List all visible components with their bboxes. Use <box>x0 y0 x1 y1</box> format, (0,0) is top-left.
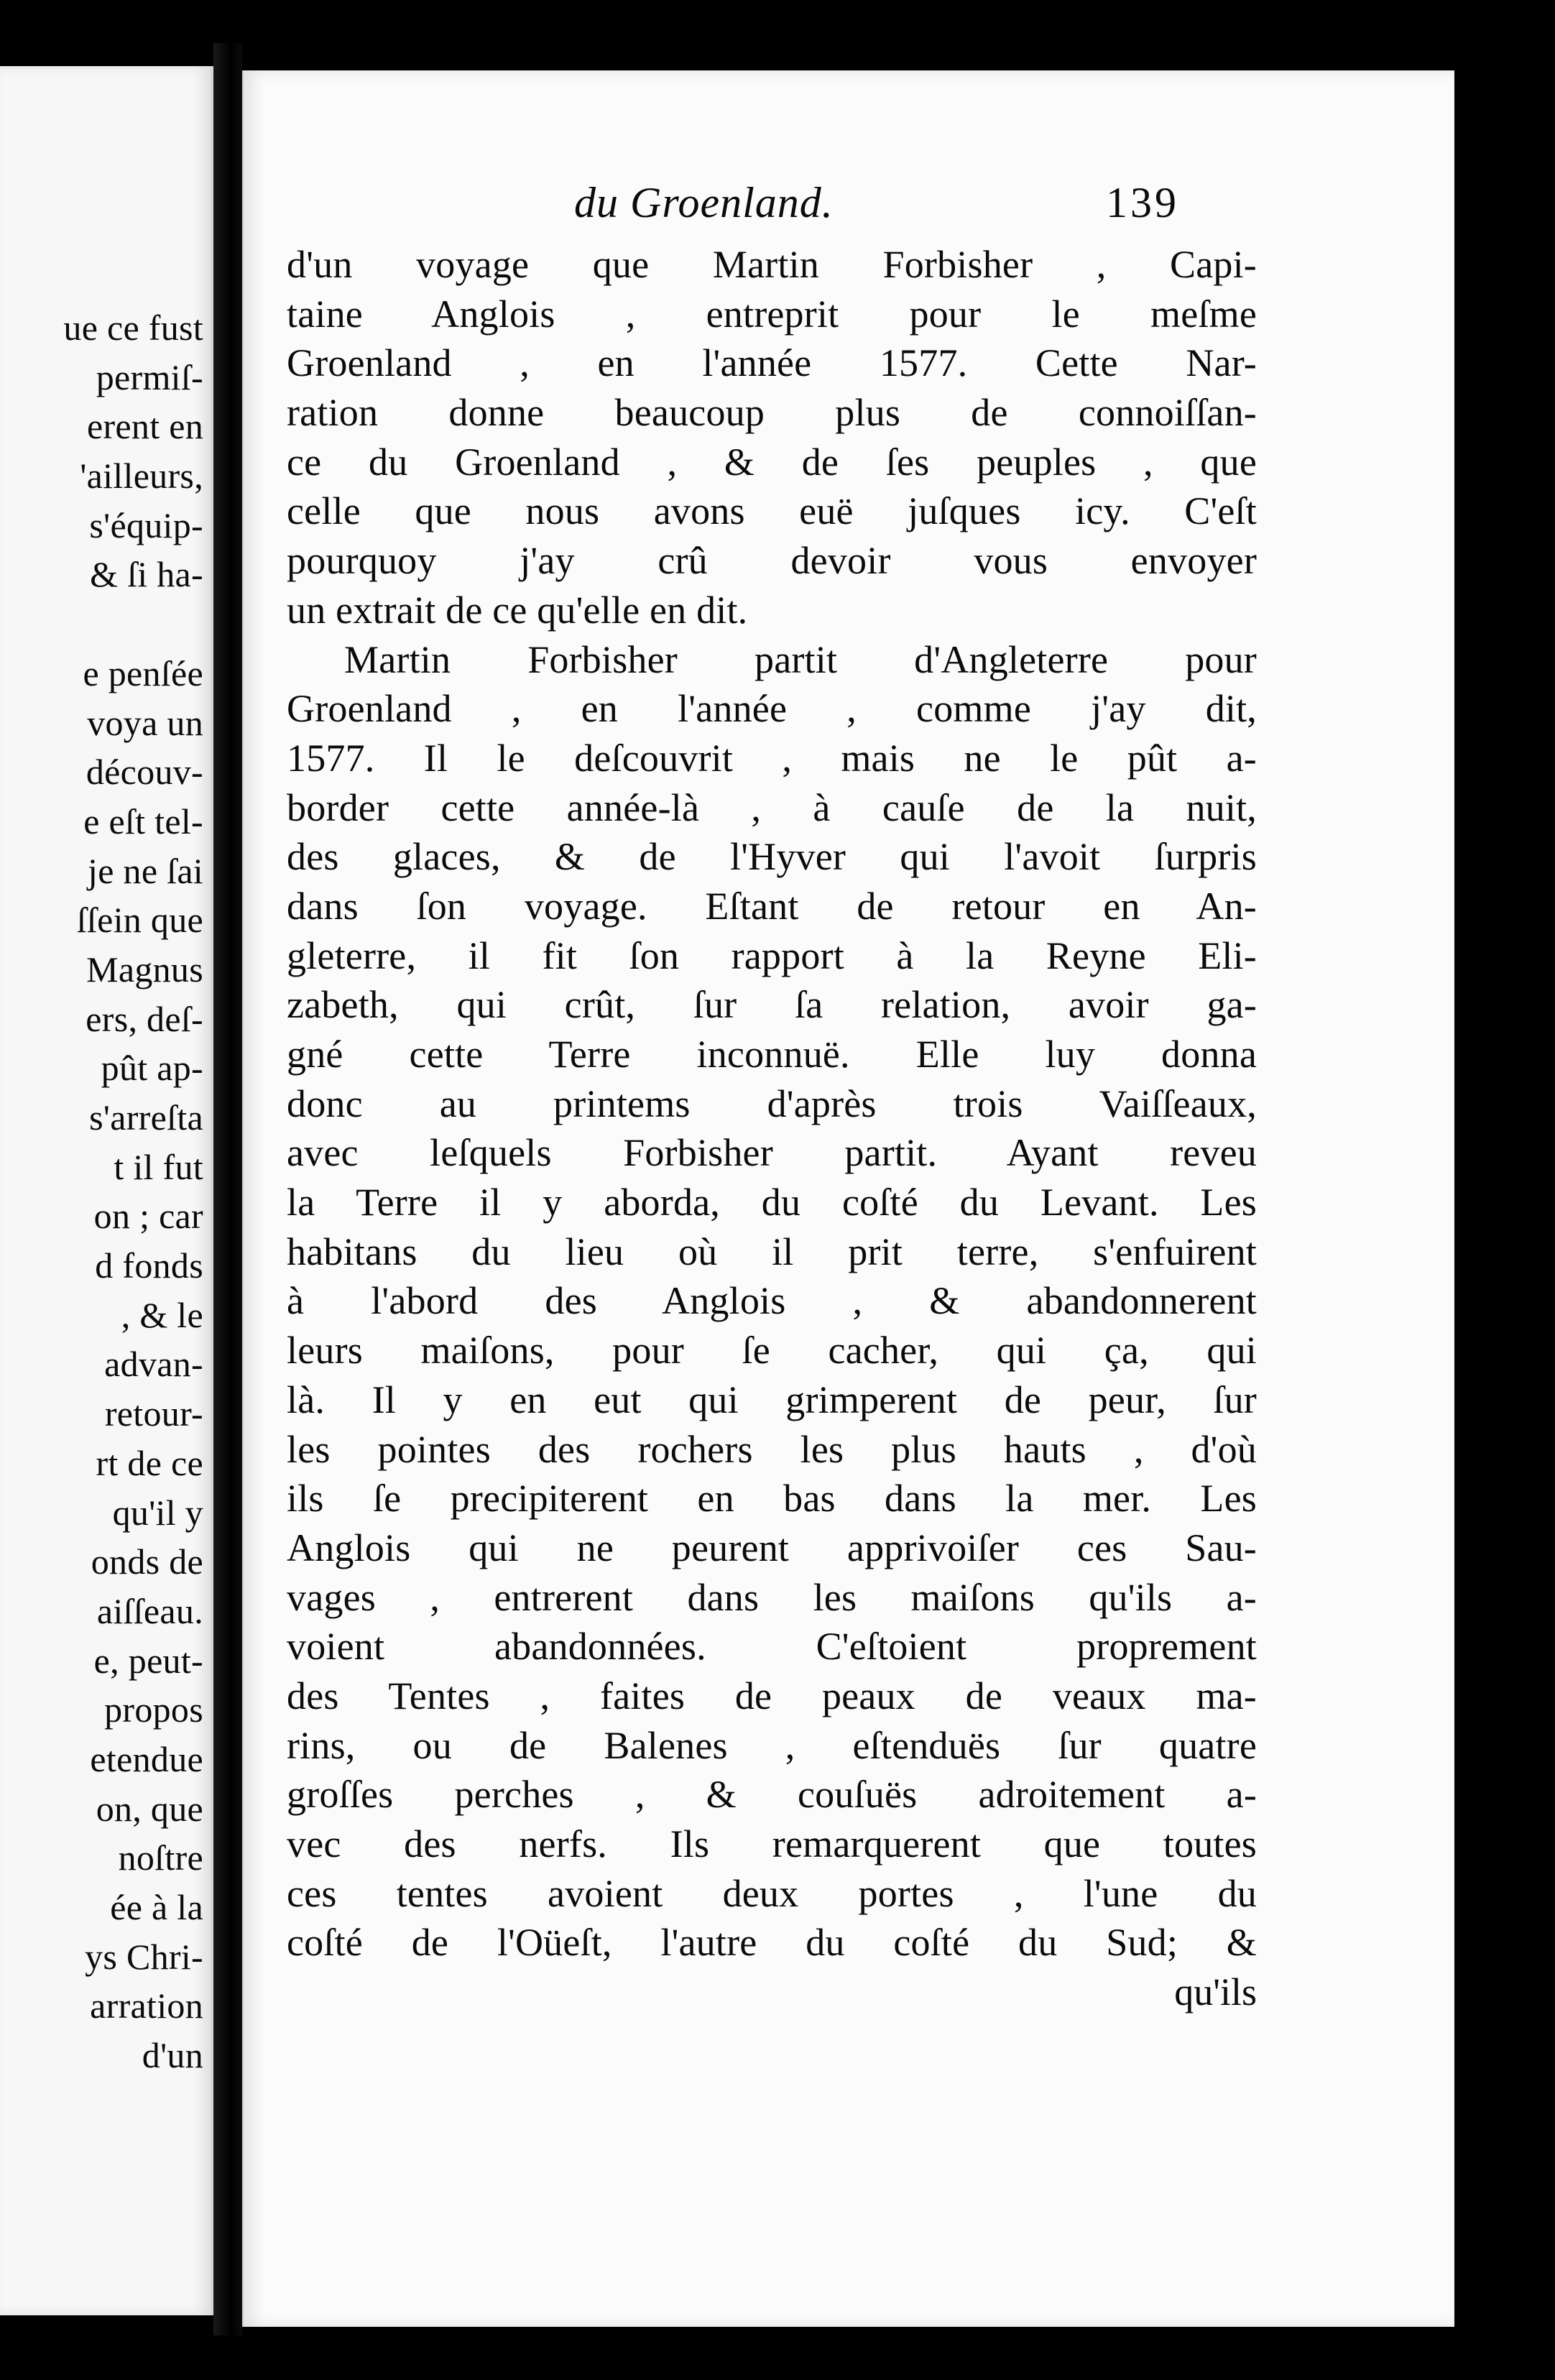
left-line: retour- <box>104 1393 203 1434</box>
text-line: celle que nous avons euë juſques icy. C'eſt <box>287 489 1257 533</box>
book-gutter <box>213 43 242 2335</box>
body-text <box>287 240 1257 2017</box>
left-line: Magnus <box>86 949 203 990</box>
text-line: leurs maiſons, pour ſe cacher, qui ça, qui <box>287 1329 1257 1373</box>
text-line: gné cette Terre inconnuë. Elle luy donna <box>287 1033 1257 1076</box>
left-line: advan- <box>104 1344 203 1385</box>
left-line: etendue <box>90 1738 203 1779</box>
text-line: vec des nerfs. Ils remarquerent que toutes <box>287 1822 1257 1865</box>
right-page <box>242 70 1454 2327</box>
paragraph <box>287 635 1257 1968</box>
text-line: avec leſquels Forbisher partit. Ayant reveu <box>287 1131 1257 1175</box>
left-line: arration <box>90 1985 203 2026</box>
text-line: taine Anglois , entreprit pour le meſme <box>287 292 1257 336</box>
left-line: erent en <box>86 406 203 447</box>
page-number: 139 <box>1106 179 1179 226</box>
left-line: on ; car <box>93 1196 203 1237</box>
left-line: rt de ce <box>96 1442 203 1483</box>
text-line: coſté de l'Oüeſt, l'autre du coſté du Sud; & <box>287 1921 1257 1965</box>
left-line: onds de <box>91 1541 203 1582</box>
text-line: dans ſon voyage. Eſtant de retour en An- <box>287 884 1257 928</box>
left-line: propos <box>104 1689 203 1730</box>
text-line: donc au printems d'après trois Vaiſſeaux, <box>287 1081 1257 1125</box>
left-line: permiſ- <box>96 356 203 397</box>
left-line: je ne ſai <box>88 850 203 891</box>
text-line: zabeth, qui crût, ſur ſa relation, avoir ga- <box>287 983 1257 1027</box>
text-line: Groenland , en l'année 1577. Cette Nar- <box>287 341 1257 385</box>
text-line: d'un voyage que Martin Forbisher , Capi- <box>287 243 1257 286</box>
left-line: ers, deſ- <box>86 998 203 1039</box>
left-line: on, que <box>96 1788 203 1829</box>
left-line <box>63 599 203 649</box>
text-line: ils ſe precipiterent en bas dans la mer. Les <box>287 1477 1257 1521</box>
left-line: noſtre <box>118 1837 203 1878</box>
left-page-text <box>63 303 203 2080</box>
text-line: border cette année-là , à cauſe de la nuit, <box>287 785 1257 829</box>
left-line: d fonds <box>95 1245 203 1286</box>
text-line: des Tentes , faites de peaux de veaux ma- <box>287 1674 1257 1717</box>
catchword-row <box>287 1968 1257 2017</box>
text-line: la Terre il y aborda, du coſté du Levant. Les <box>287 1181 1257 1224</box>
left-line: découv- <box>86 752 203 793</box>
text-line: groſſes perches , & couſuës adroitement a- <box>287 1773 1257 1817</box>
text-line: vages , entrerent dans les maiſons qu'ils a- <box>287 1575 1257 1619</box>
text-line: Martin Forbisher partit d'Angleterre pour <box>344 637 1257 681</box>
left-line: pût ap- <box>101 1048 203 1089</box>
running-title: du Groenland. <box>574 179 834 226</box>
left-line: ée à la <box>110 1887 203 1927</box>
left-line: 'ailleurs, <box>80 456 203 497</box>
left-line: , & le <box>121 1294 203 1335</box>
text-line: voient abandonnées. C'eſtoient proprement <box>287 1625 1257 1669</box>
text-line: là. Il y en eut qui grimperent de peur, ſur <box>287 1378 1257 1421</box>
running-head <box>244 178 1454 236</box>
text-line: rins, ou de Balenes , eſtenduës ſur quatre <box>287 1723 1257 1767</box>
text-line: les pointes des rochers les plus hauts , d'où <box>287 1427 1257 1471</box>
catchword: qu'ils <box>1174 1970 1257 2014</box>
text-line: un extrait de ce qu'elle en dit. <box>287 588 748 632</box>
text-line: gleterre, il fit ſon rapport à la Reyne Eli- <box>287 933 1257 977</box>
left-line: e, peut- <box>93 1640 203 1681</box>
text-line: 1577. Il le deſcouvrit , mais ne le pût a- <box>287 736 1257 780</box>
text-line: ce du Groenland , & de ſes peuples , que <box>287 440 1257 484</box>
left-line: ſſein que <box>76 900 203 941</box>
text-line: habitans du lieu où il prit terre, s'enfuirent <box>287 1230 1257 1273</box>
left-line: ue ce fust <box>63 308 203 348</box>
left-line: ys Chri- <box>85 1936 203 1977</box>
left-line: voya un <box>87 702 203 743</box>
text-line: ration donne beaucoup plus de connoiſſan- <box>287 391 1257 435</box>
text-line: Anglois qui ne peurent apprivoiſer ces Sau- <box>287 1526 1257 1569</box>
text-line: des glaces, & de l'Hyver qui l'avoit ſurpris <box>287 835 1257 879</box>
left-line: s'arreſta <box>89 1097 203 1138</box>
text-line: pourquoy j'ay crû devoir vous envoyer <box>287 539 1257 583</box>
text-line: ces tentes avoient deux portes , l'une du <box>287 1871 1257 1915</box>
left-page-fragment <box>0 66 213 2315</box>
left-line: & ſi ha- <box>90 554 203 595</box>
left-line: qu'il y <box>112 1492 203 1533</box>
left-line: t il fut <box>114 1146 203 1187</box>
text-line: à l'abord des Anglois , & abandonnerent <box>287 1279 1257 1323</box>
left-line: e eſt tel- <box>83 801 203 841</box>
left-line: s'équip- <box>89 504 203 545</box>
text-line: Groenland , en l'année , comme j'ay dit, <box>287 687 1257 731</box>
left-line: aiſſeau. <box>96 1590 203 1631</box>
left-line: d'un <box>142 2035 203 2076</box>
paragraph <box>287 240 1257 635</box>
left-line: e penſée <box>83 652 203 693</box>
